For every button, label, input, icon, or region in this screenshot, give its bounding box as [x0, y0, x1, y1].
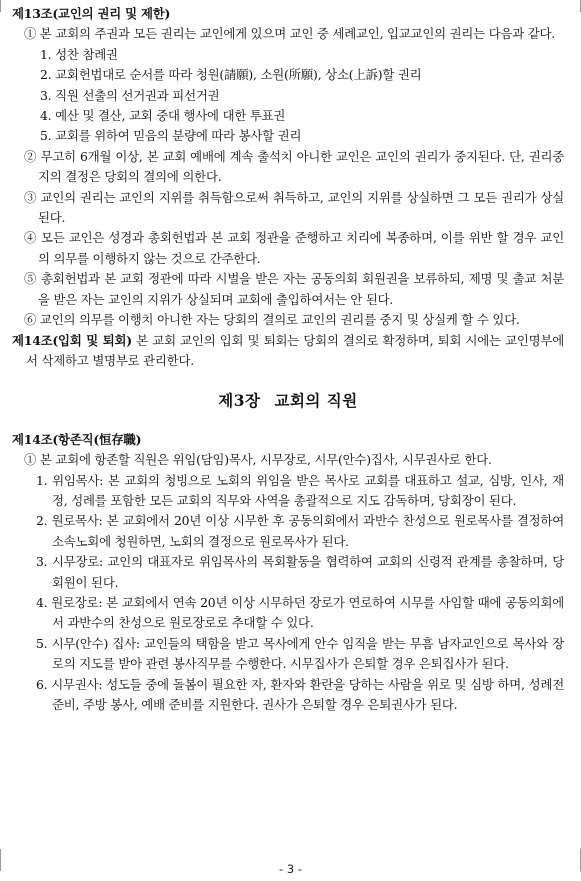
article-14-admission-text: 본 교회 교인의 입회 및 퇴회는 당회의 결의로 확정하며, 퇴회 시에는 교인명부에서 삭제하고 별명부로 관리한다.	[26, 332, 564, 368]
article-14-admission	[12, 331, 564, 372]
article-13-para-6: ⑥ 교인의 의무를 이행치 아니한 자는 당회의 결의로 교인의 권리를 중지 및 상실케 할 수 있다.	[24, 312, 520, 328]
article-14-offices-para-1: ① 본 교회에 항존할 직원은 위임(담임)목사, 시무장로, 시무(안수)집사, 시무권사로 한다.	[24, 452, 492, 468]
article-14-office-item: 1. 위임목사: 본 교회의 청빙으로 노회의 위임을 받은 목사로 교회를 대표하고 설교, 심방, 인사, 재정, 성례를 포함한 모든 교회의 직무와 사역을 총괄적으로 지도 감독하며, 당회장이 된다.	[36, 472, 564, 508]
page-number: - 3 -	[279, 862, 302, 876]
page-corner-mark	[0, 0, 9, 12]
article-14-office-item: 2. 원로목사: 본 교회에서 20년 이상 시무한 후 공동의회에서 과반수 찬성으로 원로목사를 결정하여 소속노회에 청원하면, 노회의 결정으로 원로목사가 된다.	[36, 513, 564, 549]
article-14-admission-heading: 제14조(입회 및 퇴회)	[12, 332, 132, 348]
article-13-para-3: ③ 교인의 권리는 교인의 지위를 취득함으로써 취득하고, 교인의 지위를 상실하면 그 모든 권리가 상실된다.	[24, 189, 564, 226]
article-13-heading: 제13조(교인의 권리 및 제한)	[12, 6, 171, 21]
article-13-para-2: ② 무고히 6개월 이상, 본 교회 예배에 계속 출석치 아니한 교인은 교인의 권리가 중지된다. 단, 권리중지의 결정은 당회의 결의에 의한다.	[24, 148, 564, 185]
article-13-para-1: ① 본 교회의 주권과 모든 권리는 교인에게 있으며 교인 중 세례교인, 입교교인의 권리는 다음과 같다.	[24, 26, 556, 42]
article-13-item: 2. 교회헌법대로 순서를 따라 청원(請願), 소원(所願), 상소(上訴)할 권리	[40, 67, 422, 83]
article-14-office-item: 4. 원로장로: 본 교회에서 연속 20년 이상 시무하던 장로가 연로하여 시무를 사임할 때에 공동의회에서 과반수의 찬성으로 원로장로로 추대할 수 있다.	[36, 594, 564, 631]
document-body	[12, 4, 564, 715]
page-corner-mark	[572, 0, 581, 12]
article-13-para-4: ④ 모든 교인은 성경과 총회헌법과 본 교회 정관을 준행하고 치리에 복종하며, 이를 위반 할 경우 교인의 의무를 이행하지 않는 것으로 간주한다.	[24, 230, 564, 266]
article-13-para-5: ⑤ 총회헌법과 본 교회 정관에 따라 시벌을 받은 자는 공동의회 회원권을 보류하되, 제명 및 출교 처분을 받은 자는 교인의 지위가 상실되며 교회에 출입하여서는 안 된다.	[24, 271, 564, 307]
chapter-name: 교회의 직원	[274, 391, 358, 411]
article-14-offices-heading: 제14조(항존직(恒存職)	[12, 431, 142, 447]
article-14-office-item: 6. 시무권사: 성도들 중에 돌봄이 필요한 자, 환자와 환란을 당하는 사람을 위로 및 심방 하며, 성례전 준비, 주방 봉사, 예배 준비를 지원한다. 권사가 은퇴할 경우 은퇴권사가 된다.	[36, 676, 564, 712]
article-13-item: 5. 교회를 위하여 믿음의 분량에 따라 봉사할 권리	[40, 128, 302, 144]
article-13-item: 4. 예산 및 결산, 교회 중대 행사에 대한 투표권	[40, 108, 286, 124]
chapter-title	[12, 391, 564, 411]
chapter-number: 제3장	[218, 391, 261, 411]
article-14-office-item: 5. 시무(안수) 집사: 교인들의 택함을 받고 목사에게 안수 임직을 받는 무흠 남자교인으로 목사와 장로의 지도를 받아 관련 봉사직무를 수행한다. 시무집사가 은퇴할 경우 은퇴집사가 된다.	[36, 635, 564, 672]
article-13-item: 1. 성찬 참례권	[40, 46, 118, 62]
article-14-office-item: 3. 시무장로: 교인의 대표자로 위임목사의 목회활동을 협력하여 교회의 신령적 관계를 총찰하며, 당회원이 된다.	[36, 554, 564, 590]
article-13-item: 3. 직원 선출의 선거권과 피선거권	[40, 87, 220, 103]
